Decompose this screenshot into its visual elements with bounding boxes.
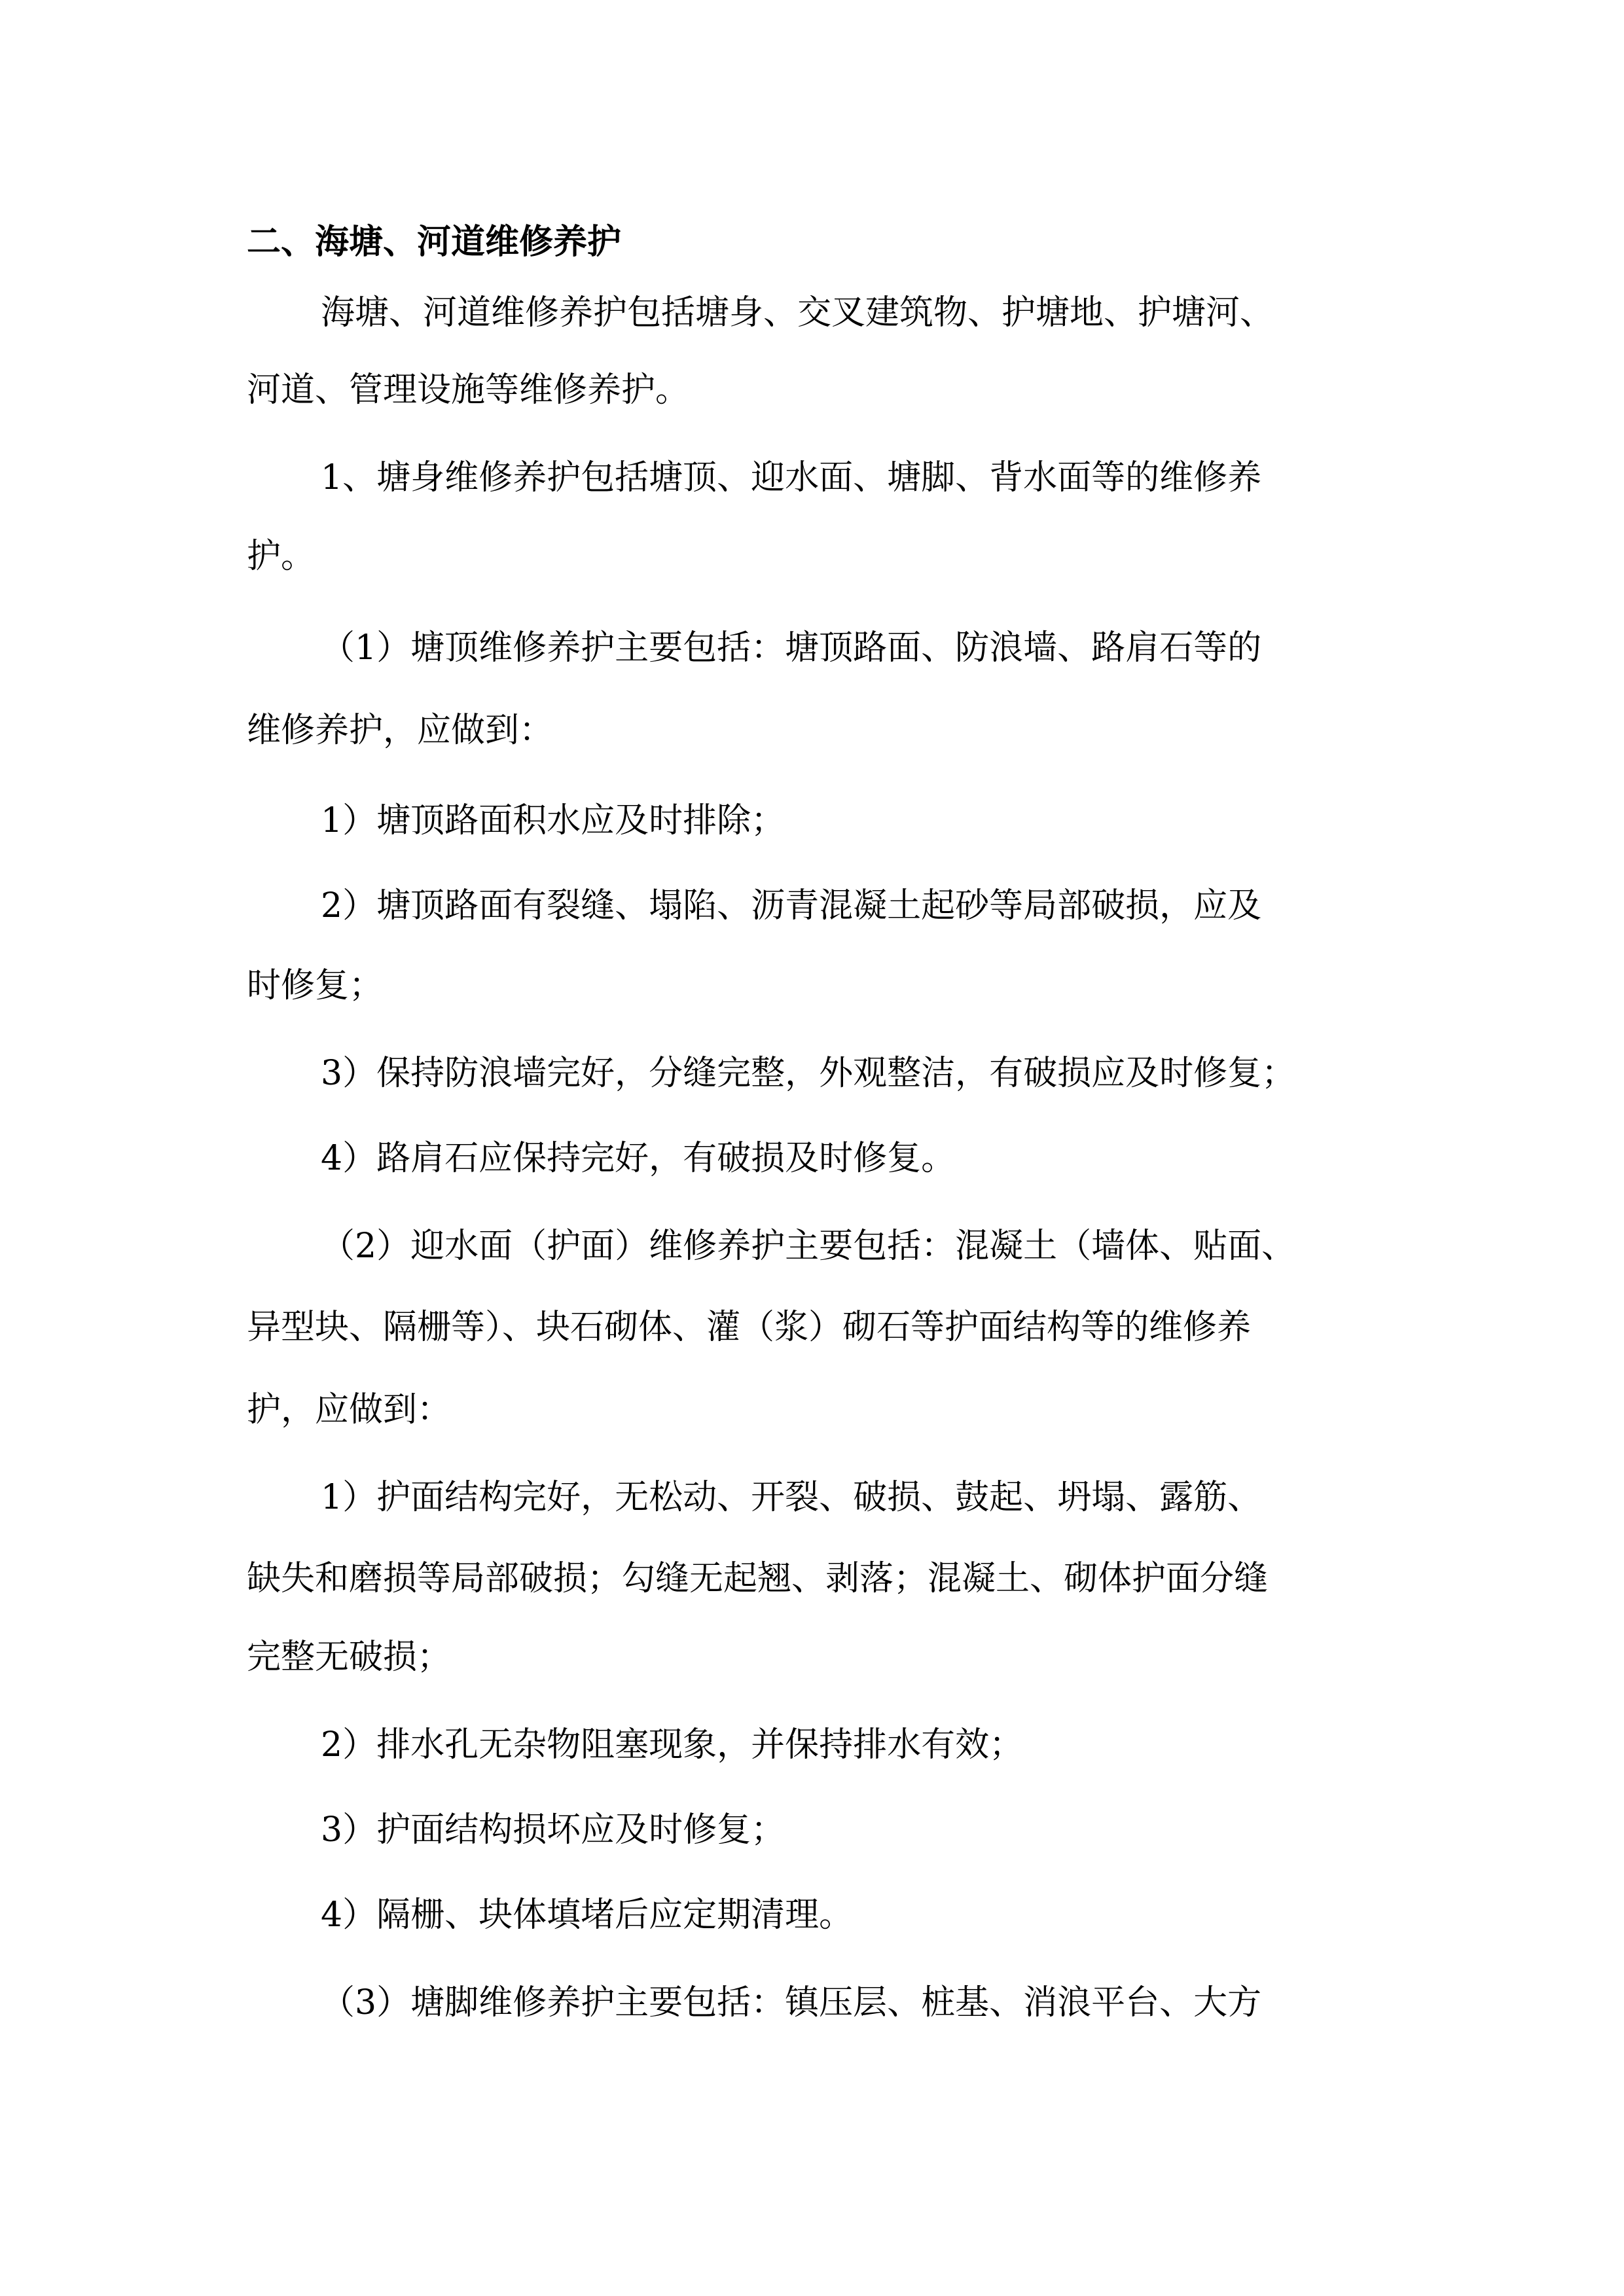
list-item-continuation: 完整无破损；	[247, 1638, 452, 1677]
list-item-continuation: 缺失和磨损等局部破损；勾缝无起翘、剥落；混凝土、砌体护面分缝	[247, 1559, 1269, 1598]
paragraph-line: 护，应做到：	[247, 1390, 452, 1429]
paragraph-line: （2）迎水面（护面）维修养护主要包括：混凝土（墙体、贴面、	[321, 1227, 1296, 1266]
paragraph-line: （1）塘顶维修养护主要包括：塘顶路面、防浪墙、路肩石等的	[321, 628, 1262, 668]
paragraph-line: （3）塘脚维修养护主要包括：镇压层、桩基、消浪平台、大方	[321, 1983, 1262, 2022]
paragraph-line: 河道、管理设施等维修养护。	[247, 370, 690, 410]
list-item: 4）路肩石应保持完好，有破损及时修复。	[321, 1139, 956, 1178]
list-item: 2）塘顶路面有裂缝、塌陷、沥青混凝土起砂等局部破损，应及	[321, 886, 1262, 925]
list-item: 1）护面结构完好，无松动、开裂、破损、鼓起、坍塌、露筋、	[321, 1478, 1262, 1517]
list-item-continuation: 时修复；	[247, 966, 384, 1005]
paragraph-line: 异型块、隔栅等）、块石砌体、灌（浆）砌石等护面结构等的维修养	[247, 1308, 1252, 1347]
paragraph-line: 维修养护，应做到：	[247, 711, 554, 750]
section-heading: 二、海塘、河道维修养护	[247, 223, 622, 262]
paragraph-line: 海塘、河道维修养护包括塘身、交叉建筑物、护塘地、护塘河、	[321, 293, 1274, 332]
paragraph-line: 1、塘身维修养护包括塘顶、迎水面、塘脚、背水面等的维修养	[321, 458, 1262, 497]
list-item: 1）塘顶路面积水应及时排除；	[321, 801, 785, 840]
list-item: 3）保持防浪墙完好，分缝完整，外观整洁，有破损应及时修复；	[321, 1054, 1296, 1093]
list-item: 4）隔栅、块体填堵后应定期清理。	[321, 1895, 854, 1935]
list-item: 2）排水孔无杂物阻塞现象，并保持排水有效；	[321, 1725, 1024, 1765]
paragraph-line: 护。	[247, 537, 316, 576]
list-item: 3）护面结构损坏应及时修复；	[321, 1810, 785, 1850]
